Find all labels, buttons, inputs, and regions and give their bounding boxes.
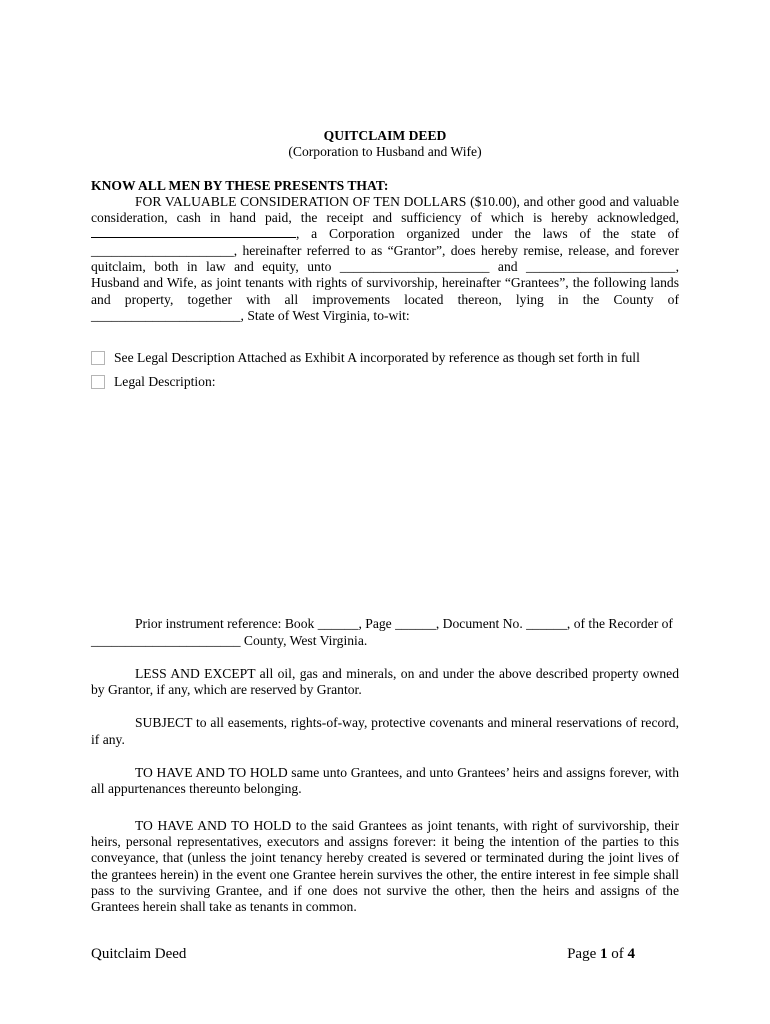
- section-heading: KNOW ALL MEN BY THESE PRESENTS THAT:: [91, 177, 389, 193]
- footer-document-name: Quitclaim Deed: [91, 946, 187, 962]
- subject-to-paragraph: SUBJECT to all easements, rights-of-way, protective covenants and mineral reservations of record, if any.: [91, 715, 679, 747]
- deed-page: [91, 128, 679, 915]
- legal-description-option[interactable]: [91, 370, 679, 394]
- prior-instrument-paragraph: Prior instrument reference: Book ______, Page ______, Document No. ______, of the Recorder of ______________________ County, West Virginia.: [91, 616, 673, 648]
- page-number: Page 1 of 4: [567, 946, 635, 962]
- joint-tenancy-paragraph: TO HAVE AND TO HOLD to the said Grantees as joint tenants, with right of survivorship, their heirs, personal representatives, executors and assigns forever: it being the intention of the parties to this conveyance, that (unless the joint tenancy hereby created is severed or terminated during the joint lives of the grantees herein) in the event one Grantee herein survives the other, the entire interest in fee simple shall pass to the surviving Grantee, and if one does not survive the other, then the heirs and assigns of the Grantees herein shall take as tenants in common.: [91, 817, 679, 915]
- consideration-paragraph: FOR VALUABLE CONSIDERATION OF TEN DOLLARS ($10.00), and other good and valuable consideration, cash in hand paid, the receipt and sufficiency of which is hereby acknowledged, , a Corporation organized under the laws of the state of _____________________, hereinafter referred to as “Grantor”, does hereby remise, release, and forever quitclaim, both in law and equity, unto ______________________ and ______________________, Husband and Wife, as joint tenants with rights of survivorship, hereinafter “Grantees”, the following lands and property, together with all improvements located thereon, lying in the County of ______________________, State of West Virginia, to-wit:: [91, 193, 679, 323]
- exhibit-option-label: See Legal Description Attached as Exhibit A incorporated by reference as though set forth in full: [114, 350, 640, 366]
- corporation-name-blank[interactable]: [91, 226, 296, 238]
- legal-description-checkbox[interactable]: [91, 375, 105, 389]
- page-footer: [91, 946, 635, 962]
- exhibit-checkbox[interactable]: [91, 351, 105, 365]
- habendum-paragraph: TO HAVE AND TO HOLD same unto Grantees, and unto Grantees’ heirs and assigns forever, with all appurtenances thereunto belonging.: [91, 765, 679, 797]
- document-title: QUITCLAIM DEED: [323, 128, 447, 143]
- document-subtitle: (Corporation to Husband and Wife): [288, 144, 482, 160]
- legal-description-label: Legal Description:: [114, 374, 216, 390]
- exhibit-option[interactable]: [91, 346, 679, 370]
- legal-description-area[interactable]: [91, 394, 679, 616]
- less-and-except-paragraph: LESS AND EXCEPT all oil, gas and minerals, on and under the above described property owned by Grantor, if any, which are reserved by Grantor.: [91, 665, 679, 698]
